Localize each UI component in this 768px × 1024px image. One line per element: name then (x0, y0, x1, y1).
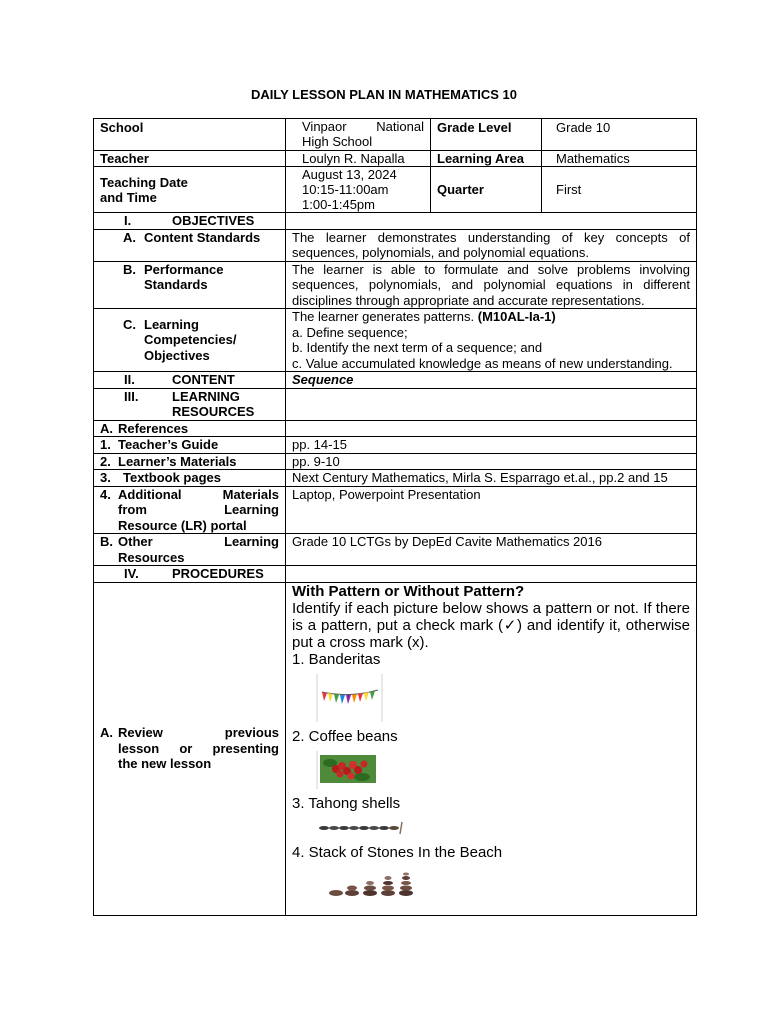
content-heading: II. CONTENT (94, 372, 286, 389)
performance-standards-text: The learner is able to formulate and solve problems involving sequences, polynomials, and polynomial equations in different disciplines through appropriate and accurate representations. (286, 261, 697, 309)
additional-materials-value: Laptop, Powerpoint Presentation (286, 486, 697, 534)
teacher-label: Teacher (94, 151, 286, 167)
learning-area-value: Mathematics (542, 151, 697, 167)
grade-level-label: Grade Level (431, 119, 542, 151)
item-tahong-shells: 3. Tahong shells (292, 794, 401, 812)
learning-area-label: Learning Area (431, 151, 542, 167)
teaching-date-value: August 13, 2024 10:15-11:00am 1:00-1:45pm (286, 167, 431, 213)
competencies-label: C. Learning Competencies/ Objectives (94, 309, 286, 372)
school-label: School (94, 119, 286, 151)
references-empty-cell (286, 420, 697, 437)
document-title: DAILY LESSON PLAN IN MATHEMATICS 10 (250, 87, 518, 102)
content-standards-text: The learner demonstrates understanding of key concepts of sequences, polynomials, and polynomial equations. (286, 229, 697, 261)
teachers-guide-label: 1. Teacher’s Guide (94, 437, 286, 454)
banderitas-image (316, 674, 384, 722)
quarter-value: First (542, 167, 697, 213)
learning-resources-empty-cell (286, 388, 697, 420)
references-label: A. References (94, 420, 286, 437)
other-resources-value: Grade 10 LCTGs by DepEd Cavite Mathematics 2016 (286, 534, 697, 566)
other-resources-label: B. Other Learning Resources (94, 534, 286, 566)
header-table (93, 118, 697, 213)
objectives-heading: I. OBJECTIVES (94, 213, 286, 230)
item-coffee-beans: 2. Coffee beans (292, 727, 398, 745)
additional-materials-label: 4. Additional Materials from Learning Resource (LR) portal (94, 486, 286, 534)
objectives-empty-cell (286, 213, 697, 230)
procedures-empty-cell (286, 566, 697, 583)
quarter-label: Quarter (431, 167, 542, 213)
teaching-date-label: Teaching Date and Time (94, 167, 286, 213)
learners-materials-value: pp. 9-10 (286, 453, 697, 470)
coffee-beans-image (316, 751, 378, 789)
review-activity-cell (286, 582, 697, 915)
item-stack-of-stones: 4. Stack of Stones In the Beach (292, 843, 503, 861)
competencies-text: The learner generates patterns. (M10AL-Ia-1) a. Define sequence; b. Identify the next term of a sequence; and c. Value accumulated knowledge as means of new understanding. (286, 309, 697, 372)
teacher-value: Loulyn R. Napalla (286, 151, 431, 167)
textbook-pages-label: 3. Textbook pages (94, 470, 286, 487)
learners-materials-label: 2. Learner’s Materials (94, 453, 286, 470)
activity-instructions: Identify if each picture below shows a pattern or not. If there is a pattern, put a check mark (✓) and identify it, otherwise put a cross mark (x). (292, 599, 690, 651)
review-lesson-label: A. Review previous lesson or presenting the new lesson (94, 582, 286, 915)
teachers-guide-value: pp. 14-15 (286, 437, 697, 454)
lesson-plan-table (93, 212, 697, 916)
performance-standards-label: B. Performance Standards (94, 261, 286, 309)
content-standards-label: A. Content Standards (94, 229, 286, 261)
stack-of-stones-image (328, 867, 428, 899)
grade-level-value: Grade 10 (542, 119, 697, 151)
activity-title: With Pattern or Without Pattern? (292, 582, 525, 600)
textbook-pages-value: Next Century Mathematics, Mirla S. Esparrago et.al., pp.2 and 15 (286, 470, 697, 487)
item-banderitas: 1. Banderitas (292, 650, 381, 668)
procedures-heading: IV. PROCEDURES (94, 566, 286, 583)
school-value: Vinpaor National High School (286, 119, 431, 151)
tahong-shells-image (316, 818, 406, 838)
content-value: Sequence (286, 372, 697, 389)
learning-resources-heading: III. LEARNING RESOURCES (94, 388, 286, 420)
